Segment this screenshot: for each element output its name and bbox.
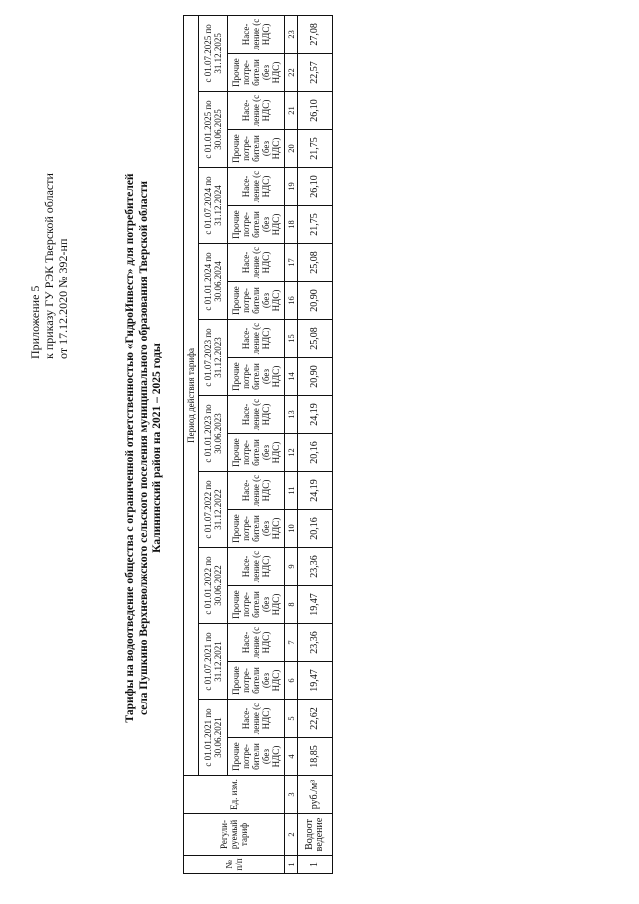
col-header-tariff: Регули-руемый тариф [184, 814, 285, 856]
column-number: 14 [285, 358, 298, 396]
tariff-value: 19,47 [298, 662, 333, 700]
column-number: 9 [285, 548, 298, 586]
tariff-value: 20,90 [298, 358, 333, 396]
tariff-value: 22,57 [298, 54, 333, 92]
column-number: 2 [285, 814, 298, 856]
table-row [298, 15, 333, 873]
period-header: с 01.01.2024 по 30.06.2024 [199, 244, 228, 320]
subheader-other: Прочие потре-бители (без НДС) [228, 662, 285, 700]
tariff-value: 21,75 [298, 206, 333, 244]
col-header-unit: Ед. изм. [184, 776, 285, 814]
column-number: 23 [285, 15, 298, 53]
column-number: 20 [285, 130, 298, 168]
column-number: 11 [285, 472, 298, 510]
title-line: Калининский район на 2021 – 2025 годы [151, 343, 163, 553]
subheader-population: Насе-ление (с НДС) [228, 15, 285, 53]
tariff-table [183, 15, 333, 874]
appendix-line: Приложение 5 [28, 285, 42, 359]
tariff-value: 20,16 [298, 434, 333, 472]
subheader-population: Насе-ление (с НДС) [228, 624, 285, 662]
column-number: 18 [285, 206, 298, 244]
subheader-other: Прочие потре-бители (без НДС) [228, 510, 285, 548]
tariff-value: 19,47 [298, 586, 333, 624]
period-header: с 01.01.2022 по 30.06.2022 [199, 548, 228, 624]
column-number: 3 [285, 776, 298, 814]
column-number: 4 [285, 738, 298, 776]
column-number: 21 [285, 92, 298, 130]
column-number: 6 [285, 662, 298, 700]
appendix-line: к приказу ГУ РЭК Тверской области [42, 173, 56, 359]
title-line: села Пушкино Верхневолжского сельского поселения муниципального образования Тверской области [137, 180, 150, 716]
tariff-value: 22,62 [298, 700, 333, 738]
column-number: 7 [285, 624, 298, 662]
tariff-value: 25,08 [298, 320, 333, 358]
period-header: с 01.07.2023 по 31.12.2023 [199, 320, 228, 396]
subheader-other: Прочие потре-бители (без НДС) [228, 434, 285, 472]
subheader-other: Прочие потре-бители (без НДС) [228, 358, 285, 396]
subheader-population: Насе-ление (с НДС) [228, 472, 285, 510]
column-number: 8 [285, 586, 298, 624]
column-number: 17 [285, 244, 298, 282]
period-header: с 01.07.2022 по 31.12.2022 [199, 472, 228, 548]
subheader-other: Прочие потре-бители (без НДС) [228, 586, 285, 624]
col-header-period: Период действия тарифа [184, 15, 199, 775]
subheader-other: Прочие потре-бители (без НДС) [228, 206, 285, 244]
subheader-other: Прочие потре-бители (без НДС) [228, 130, 285, 168]
subheader-other: Прочие потре-бители (без НДС) [228, 738, 285, 776]
tariff-value: 20,90 [298, 282, 333, 320]
period-header: с 01.01.2021 по 30.06.2021 [199, 700, 228, 776]
column-number: 1 [285, 856, 298, 874]
subheader-other: Прочие потре-бители (без НДС) [228, 282, 285, 320]
subheader-population: Насе-ление (с НДС) [228, 92, 285, 130]
subheader-other: Прочие потре-бители (без НДС) [228, 54, 285, 92]
tariff-value: 27,08 [298, 15, 333, 53]
tariff-value: 23,36 [298, 548, 333, 586]
document-title [124, 88, 165, 808]
subheader-population: Насе-ление (с НДС) [228, 396, 285, 434]
tariff-value: 21,75 [298, 130, 333, 168]
period-header: с 01.07.2025 по 31.12.2025 [199, 15, 228, 91]
subheader-population: Насе-ление (с НДС) [228, 320, 285, 358]
column-number: 13 [285, 396, 298, 434]
subheader-population: Насе-ление (с НДС) [228, 700, 285, 738]
column-number: 10 [285, 510, 298, 548]
column-number: 5 [285, 700, 298, 738]
tariff-value: 18,85 [298, 738, 333, 776]
tariff-value: 26,10 [298, 168, 333, 206]
row-num: 1 [298, 856, 333, 874]
tariff-value: 20,16 [298, 510, 333, 548]
column-number: 16 [285, 282, 298, 320]
col-header-num: № п/п [184, 856, 285, 874]
appendix-header [28, 19, 70, 359]
appendix-line: от 17.12.2020 № 392-нп [56, 238, 70, 359]
subheader-population: Насе-ление (с НДС) [228, 168, 285, 206]
tariff-value: 24,19 [298, 472, 333, 510]
tariff-value: 26,10 [298, 92, 333, 130]
period-header: с 01.01.2023 по 30.06.2023 [199, 396, 228, 472]
tariff-value: 24,19 [298, 396, 333, 434]
column-number: 19 [285, 168, 298, 206]
column-number: 22 [285, 54, 298, 92]
period-header: с 01.07.2024 по 31.12.2024 [199, 168, 228, 244]
tariff-value: 25,08 [298, 244, 333, 282]
tariff-value: 23,36 [298, 624, 333, 662]
subheader-population: Насе-ление (с НДС) [228, 244, 285, 282]
column-number: 15 [285, 320, 298, 358]
period-header: с 01.01.2025 по 30.06.2025 [199, 92, 228, 168]
title-line: Тарифы на водоотведение общества с ограниченной ответственностью «ГидроИнвест» для потребителей [124, 173, 136, 723]
row-unit: руб./м³ [298, 776, 333, 814]
subheader-population: Насе-ление (с НДС) [228, 548, 285, 586]
row-tariff: Водоот ведение [298, 814, 333, 856]
column-number: 12 [285, 434, 298, 472]
period-header: с 01.07.2021 по 31.12.2021 [199, 624, 228, 700]
